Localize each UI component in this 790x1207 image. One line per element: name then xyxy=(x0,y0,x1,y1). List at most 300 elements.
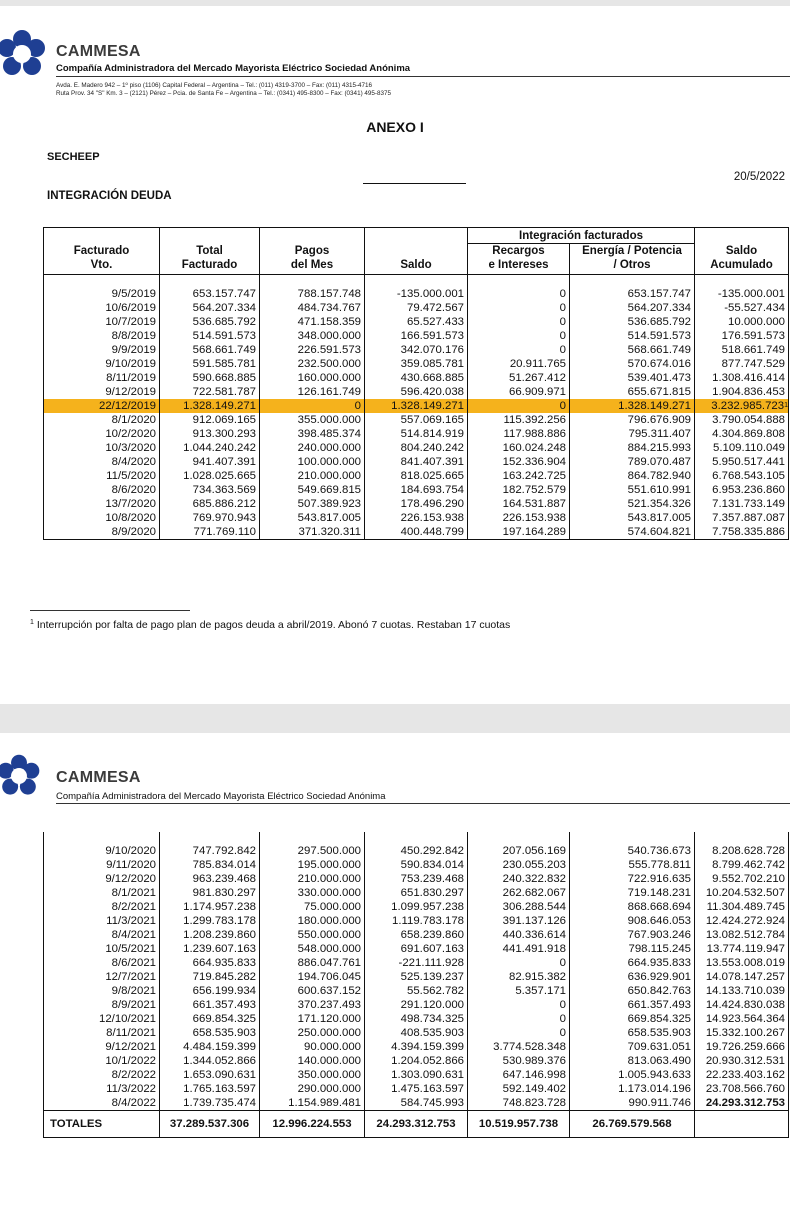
cell-energia: 564.207.334 xyxy=(570,301,695,315)
cell-total-facturado: 1.299.783.178 xyxy=(160,914,260,928)
cell-total-facturado: 1.765.163.597 xyxy=(160,1082,260,1096)
cell-pagos: 548.000.000 xyxy=(260,942,365,956)
cell-saldo-acumulado: 13.553.008.019 xyxy=(695,956,789,970)
cell-saldo: 226.153.938 xyxy=(365,511,468,525)
total-saldo-acumulado xyxy=(695,1111,789,1138)
cell-recargos: 647.146.998 xyxy=(468,1068,570,1082)
cell-total-facturado: 747.792.842 xyxy=(160,844,260,858)
cell-total-facturado: 669.854.325 xyxy=(160,1012,260,1026)
cell-pagos: 226.591.573 xyxy=(260,343,365,357)
cell-recargos: 230.055.203 xyxy=(468,858,570,872)
table-row xyxy=(44,357,789,371)
cell-energia: 574.604.821 xyxy=(570,525,695,540)
cell-pagos: 330.000.000 xyxy=(260,886,365,900)
cell-saldo: 557.069.165 xyxy=(365,413,468,427)
header-rule xyxy=(56,803,790,804)
cell-saldo: 841.407.391 xyxy=(365,455,468,469)
debt-table-page-2 xyxy=(43,832,789,1138)
cell-total-facturado: 963.239.468 xyxy=(160,872,260,886)
cell-energia: 653.157.747 xyxy=(570,287,695,301)
cell-energia: 798.115.245 xyxy=(570,942,695,956)
cell-recargos: 0 xyxy=(468,399,570,413)
cell-recargos: 530.989.376 xyxy=(468,1054,570,1068)
table-row xyxy=(44,928,789,942)
cell-energia: 540.736.673 xyxy=(570,844,695,858)
cell-energia: 568.661.749 xyxy=(570,343,695,357)
cell-saldo: 79.472.567 xyxy=(365,301,468,315)
total-facturado: 37.289.537.306 xyxy=(160,1111,260,1138)
cell-saldo-acumulado: -135.000.001 xyxy=(695,287,789,301)
cell-saldo-acumulado: 7.131.733.149 xyxy=(695,497,789,511)
cell-total-facturado: 1.044.240.242 xyxy=(160,441,260,455)
cell-pagos: 90.000.000 xyxy=(260,1040,365,1054)
cell-saldo-acumulado: 15.332.100.267 xyxy=(695,1026,789,1040)
cell-pagos: 140.000.000 xyxy=(260,1054,365,1068)
cell-pagos: 75.000.000 xyxy=(260,900,365,914)
cell-total-facturado: 1.208.239.860 xyxy=(160,928,260,942)
footnote-marker: 1 xyxy=(30,619,34,626)
cell-energia: 555.778.811 xyxy=(570,858,695,872)
cell-recargos: 20.911.765 xyxy=(468,357,570,371)
cell-total-facturado: 1.028.025.665 xyxy=(160,469,260,483)
cell-vencimiento: 10/6/2019 xyxy=(44,301,160,315)
cell-pagos: 1.154.989.481 xyxy=(260,1096,365,1111)
table-row xyxy=(44,886,789,900)
cell-vencimiento: 8/9/2021 xyxy=(44,998,160,1012)
spacer-cell xyxy=(365,832,468,844)
cell-saldo: 408.535.903 xyxy=(365,1026,468,1040)
cell-saldo-acumulado: 10.000.000 xyxy=(695,315,789,329)
cell-energia: 536.685.792 xyxy=(570,315,695,329)
total-energia: 26.769.579.568 xyxy=(570,1111,695,1138)
footnote xyxy=(30,619,510,631)
table-row xyxy=(44,858,789,872)
cell-saldo-acumulado: 24.293.312.753 xyxy=(695,1096,789,1111)
document-page-1 xyxy=(0,6,790,704)
cell-saldo: 55.562.782 xyxy=(365,984,468,998)
cell-saldo: 514.814.919 xyxy=(365,427,468,441)
section-title: INTEGRACIÓN DEUDA xyxy=(47,190,172,202)
cell-pagos: 290.000.000 xyxy=(260,1082,365,1096)
spacer-cell xyxy=(468,275,570,288)
cell-total-facturado: 722.581.787 xyxy=(160,385,260,399)
cell-total-facturado: 941.407.391 xyxy=(160,455,260,469)
cell-pagos: 194.706.045 xyxy=(260,970,365,984)
table-row xyxy=(44,511,789,525)
cell-pagos: 350.000.000 xyxy=(260,1068,365,1082)
cell-recargos: 748.823.728 xyxy=(468,1096,570,1111)
cell-vencimiento: 8/4/2020 xyxy=(44,455,160,469)
cell-vencimiento: 10/3/2020 xyxy=(44,441,160,455)
highlight-footnote-marker: 1 xyxy=(784,402,788,409)
cell-saldo: 590.834.014 xyxy=(365,858,468,872)
cell-energia: 543.817.005 xyxy=(570,511,695,525)
spacer-cell xyxy=(695,275,789,288)
cell-vencimiento: 11/3/2022 xyxy=(44,1082,160,1096)
cell-recargos: 5.357.171 xyxy=(468,984,570,998)
cell-saldo: 1.328.149.271 xyxy=(365,399,468,413)
header-total-facturado: Total Facturado xyxy=(160,228,260,275)
cell-total-facturado: 912.069.165 xyxy=(160,413,260,427)
footnote-text: Interrupción por falta de pago plan de pagos deuda a abril/2019. Abonó 7 cuotas. Restaban 17 cuotas xyxy=(36,619,511,631)
cell-saldo: 1.303.090.631 xyxy=(365,1068,468,1082)
total-pagos: 12.996.224.553 xyxy=(260,1111,365,1138)
cell-vencimiento: 10/8/2020 xyxy=(44,511,160,525)
cell-total-facturado: 1.344.052.866 xyxy=(160,1054,260,1068)
cell-total-facturado: 661.357.493 xyxy=(160,998,260,1012)
cell-vencimiento: 22/12/2019 xyxy=(44,399,160,413)
cell-recargos: 152.336.904 xyxy=(468,455,570,469)
spacer-cell xyxy=(44,275,160,288)
cell-energia: 658.535.903 xyxy=(570,1026,695,1040)
cell-recargos: 0 xyxy=(468,1012,570,1026)
cell-vencimiento: 9/8/2021 xyxy=(44,984,160,998)
cell-saldo: 166.591.573 xyxy=(365,329,468,343)
header-energia-potencia: Energía / Potencia / Otros xyxy=(570,244,695,275)
cell-saldo-acumulado: 14.133.710.039 xyxy=(695,984,789,998)
cell-vencimiento: 8/8/2019 xyxy=(44,329,160,343)
cell-pagos: 471.158.359 xyxy=(260,315,365,329)
cell-pagos: 507.389.923 xyxy=(260,497,365,511)
cell-pagos: 100.000.000 xyxy=(260,455,365,469)
cell-energia: 661.357.493 xyxy=(570,998,695,1012)
cell-vencimiento: 8/1/2020 xyxy=(44,413,160,427)
table-row xyxy=(44,914,789,928)
cell-saldo-acumulado: 14.078.147.257 xyxy=(695,970,789,984)
cell-recargos: 440.336.614 xyxy=(468,928,570,942)
cell-pagos: 195.000.000 xyxy=(260,858,365,872)
table-row xyxy=(44,441,789,455)
cell-pagos: 126.161.749 xyxy=(260,385,365,399)
cell-recargos: 441.491.918 xyxy=(468,942,570,956)
cell-saldo: 753.239.468 xyxy=(365,872,468,886)
cell-energia: 650.842.763 xyxy=(570,984,695,998)
cell-pagos: 549.669.815 xyxy=(260,483,365,497)
cell-saldo-acumulado: 1.308.416.414 xyxy=(695,371,789,385)
brand-name: CAMMESA xyxy=(56,769,141,786)
document-page-2 xyxy=(0,733,790,1207)
cell-total-facturado: 653.157.747 xyxy=(160,287,260,301)
cell-vencimiento: 8/6/2021 xyxy=(44,956,160,970)
cell-vencimiento: 9/9/2019 xyxy=(44,343,160,357)
cell-total-facturado: 1.739.735.474 xyxy=(160,1096,260,1111)
cell-saldo-acumulado: 19.726.259.666 xyxy=(695,1040,789,1054)
cell-recargos: 182.752.579 xyxy=(468,483,570,497)
table-row xyxy=(44,329,789,343)
cammesa-logo-icon xyxy=(0,753,42,799)
cell-energia: 669.854.325 xyxy=(570,1012,695,1026)
cell-saldo-acumulado: 13.774.119.947 xyxy=(695,942,789,956)
cell-recargos: 391.137.126 xyxy=(468,914,570,928)
cell-saldo: 1.475.163.597 xyxy=(365,1082,468,1096)
cell-saldo-acumulado: 13.082.512.784 xyxy=(695,928,789,942)
cell-saldo-acumulado: 5.109.110.049 xyxy=(695,441,789,455)
cell-energia: 719.148.231 xyxy=(570,886,695,900)
table-row xyxy=(44,455,789,469)
cell-saldo: 4.394.159.399 xyxy=(365,1040,468,1054)
cell-saldo-acumulado: 6.953.236.860 xyxy=(695,483,789,497)
cell-total-facturado: 981.830.297 xyxy=(160,886,260,900)
signature-line xyxy=(363,183,466,184)
cell-saldo: 596.420.038 xyxy=(365,385,468,399)
table-row xyxy=(44,497,789,511)
cell-vencimiento: 9/12/2019 xyxy=(44,385,160,399)
cell-pagos: 0 xyxy=(260,399,365,413)
cell-total-facturado: 564.207.334 xyxy=(160,301,260,315)
cell-saldo-acumulado: 6.768.543.105 xyxy=(695,469,789,483)
cell-energia: 655.671.815 xyxy=(570,385,695,399)
cell-saldo: 342.070.176 xyxy=(365,343,468,357)
table-row xyxy=(44,942,789,956)
spacer-cell xyxy=(160,275,260,288)
cell-energia: 521.354.326 xyxy=(570,497,695,511)
totals-row xyxy=(44,1111,789,1138)
spacer-cell xyxy=(695,832,789,844)
cell-pagos: 886.047.761 xyxy=(260,956,365,970)
cell-saldo-acumulado: 176.591.573 xyxy=(695,329,789,343)
cell-saldo: 818.025.665 xyxy=(365,469,468,483)
cell-pagos: 543.817.005 xyxy=(260,511,365,525)
cell-total-facturado: 1.328.149.271 xyxy=(160,399,260,413)
cell-energia: 908.646.053 xyxy=(570,914,695,928)
header-rule xyxy=(56,76,790,77)
cell-saldo: 430.668.885 xyxy=(365,371,468,385)
table-row xyxy=(44,483,789,497)
cell-vencimiento: 10/1/2022 xyxy=(44,1054,160,1068)
cell-recargos: 262.682.067 xyxy=(468,886,570,900)
cell-vencimiento: 11/5/2020 xyxy=(44,469,160,483)
cell-energia: 884.215.993 xyxy=(570,441,695,455)
cell-pagos: 210.000.000 xyxy=(260,872,365,886)
cell-saldo-acumulado: 3.790.054.888 xyxy=(695,413,789,427)
cell-total-facturado: 913.300.293 xyxy=(160,427,260,441)
header-integracion-facturados: Integración facturados xyxy=(468,228,695,244)
table-row xyxy=(44,399,789,413)
cell-saldo: -135.000.001 xyxy=(365,287,468,301)
table-row xyxy=(44,315,789,329)
cell-total-facturado: 590.668.885 xyxy=(160,371,260,385)
cell-saldo-acumulado: 9.552.702.210 xyxy=(695,872,789,886)
cell-vencimiento: 9/10/2020 xyxy=(44,844,160,858)
cell-total-facturado: 769.970.943 xyxy=(160,511,260,525)
cell-recargos: 0 xyxy=(468,287,570,301)
cell-saldo: 1.204.052.866 xyxy=(365,1054,468,1068)
cell-saldo: 651.830.297 xyxy=(365,886,468,900)
cell-recargos: 197.164.289 xyxy=(468,525,570,540)
spacer-cell xyxy=(570,832,695,844)
cell-saldo-acumulado: 8.799.462.742 xyxy=(695,858,789,872)
table-row xyxy=(44,469,789,483)
cell-saldo-acumulado: 8.208.628.728 xyxy=(695,844,789,858)
cell-saldo: 450.292.842 xyxy=(365,844,468,858)
cell-saldo-acumulado: 22.233.403.162 xyxy=(695,1068,789,1082)
cell-pagos: 788.157.748 xyxy=(260,287,365,301)
cell-vencimiento: 8/6/2020 xyxy=(44,483,160,497)
cell-energia: 789.070.487 xyxy=(570,455,695,469)
cell-energia: 551.610.991 xyxy=(570,483,695,497)
cell-recargos: 0 xyxy=(468,343,570,357)
cell-saldo-acumulado xyxy=(695,399,789,413)
footnote-rule xyxy=(30,610,190,611)
table-row xyxy=(44,1026,789,1040)
cell-recargos: 117.988.886 xyxy=(468,427,570,441)
cell-pagos: 355.000.000 xyxy=(260,413,365,427)
cell-vencimiento: 8/4/2022 xyxy=(44,1096,160,1111)
cell-vencimiento: 9/12/2020 xyxy=(44,872,160,886)
cell-energia: 636.929.901 xyxy=(570,970,695,984)
table-row xyxy=(44,1040,789,1054)
cell-energia: 514.591.573 xyxy=(570,329,695,343)
cell-total-facturado: 664.935.833 xyxy=(160,956,260,970)
cell-pagos: 160.000.000 xyxy=(260,371,365,385)
cell-vencimiento: 12/7/2021 xyxy=(44,970,160,984)
cell-saldo: 691.607.163 xyxy=(365,942,468,956)
cell-energia: 813.063.490 xyxy=(570,1054,695,1068)
cell-recargos: 240.322.832 xyxy=(468,872,570,886)
cell-saldo-acumulado: 7.758.335.886 xyxy=(695,525,789,540)
address-line-1: Avda. E. Madero 942 – 1º piso (1106) Capital Federal – Argentina – Tel.: (011) 4319-3700 – Fax: (011) 4315-4716 xyxy=(56,82,373,89)
cell-recargos: 0 xyxy=(468,301,570,315)
table-row xyxy=(44,1096,789,1111)
cell-recargos: 207.056.169 xyxy=(468,844,570,858)
totals-label: TOTALES xyxy=(44,1111,160,1138)
cell-vencimiento: 10/5/2021 xyxy=(44,942,160,956)
header-facturado: Facturado Vto. xyxy=(44,228,160,275)
cell-pagos: 600.637.152 xyxy=(260,984,365,998)
cell-energia: 722.916.635 xyxy=(570,872,695,886)
cell-pagos: 180.000.000 xyxy=(260,914,365,928)
cell-saldo-acumulado: 518.661.749 xyxy=(695,343,789,357)
cell-pagos: 250.000.000 xyxy=(260,1026,365,1040)
spacer-cell xyxy=(160,832,260,844)
table-row xyxy=(44,1068,789,1082)
cell-pagos: 171.120.000 xyxy=(260,1012,365,1026)
cell-pagos: 240.000.000 xyxy=(260,441,365,455)
cell-pagos: 348.000.000 xyxy=(260,329,365,343)
cell-saldo-acumulado: 1.904.836.453 xyxy=(695,385,789,399)
cell-saldo-acumulado: 4.304.869.808 xyxy=(695,427,789,441)
table-row xyxy=(44,525,789,540)
cammesa-logo-icon xyxy=(0,28,48,80)
cell-vencimiento: 8/2/2021 xyxy=(44,900,160,914)
document-title: ANEXO I xyxy=(366,119,424,135)
cell-recargos: 82.915.382 xyxy=(468,970,570,984)
cell-vencimiento: 12/10/2021 xyxy=(44,1012,160,1026)
cell-total-facturado: 1.239.607.163 xyxy=(160,942,260,956)
spacer-cell xyxy=(44,832,160,844)
header-saldo: Saldo xyxy=(365,228,468,275)
cell-recargos: 160.024.248 xyxy=(468,441,570,455)
cell-vencimiento: 8/9/2020 xyxy=(44,525,160,540)
cell-recargos: 226.153.938 xyxy=(468,511,570,525)
cell-total-facturado: 1.653.090.631 xyxy=(160,1068,260,1082)
cell-vencimiento: 13/7/2020 xyxy=(44,497,160,511)
brand-name: CAMMESA xyxy=(56,43,141,60)
cell-saldo: 178.496.290 xyxy=(365,497,468,511)
document-date: 20/5/2022 xyxy=(733,171,785,183)
table-row xyxy=(44,371,789,385)
cell-energia: 539.401.473 xyxy=(570,371,695,385)
table-row xyxy=(44,301,789,315)
company-name: Compañía Administradora del Mercado Mayorista Eléctrico Sociedad Anónima xyxy=(56,791,386,802)
cell-saldo: 291.120.000 xyxy=(365,998,468,1012)
cell-saldo-acumulado: 14.424.830.038 xyxy=(695,998,789,1012)
cell-pagos: 232.500.000 xyxy=(260,357,365,371)
cell-saldo-acumulado: 11.304.489.745 xyxy=(695,900,789,914)
cell-vencimiento: 9/5/2019 xyxy=(44,287,160,301)
header-pagos-del-mes: Pagos del Mes xyxy=(260,228,365,275)
spacer-row xyxy=(44,275,789,288)
cell-energia: 570.674.016 xyxy=(570,357,695,371)
table-row xyxy=(44,844,789,858)
cell-saldo-acumulado: 7.357.887.087 xyxy=(695,511,789,525)
cell-recargos: 163.242.725 xyxy=(468,469,570,483)
cell-total-facturado: 591.585.781 xyxy=(160,357,260,371)
cell-pagos: 398.485.374 xyxy=(260,427,365,441)
cell-pagos: 371.320.311 xyxy=(260,525,365,540)
cell-energia: 868.668.694 xyxy=(570,900,695,914)
cell-energia: 1.005.943.633 xyxy=(570,1068,695,1082)
cell-total-facturado: 514.591.573 xyxy=(160,329,260,343)
cell-saldo: 584.745.993 xyxy=(365,1096,468,1111)
cell-vencimiento: 8/11/2019 xyxy=(44,371,160,385)
cell-total-facturado: 734.363.569 xyxy=(160,483,260,497)
cell-vencimiento: 8/1/2021 xyxy=(44,886,160,900)
cell-saldo: 400.448.799 xyxy=(365,525,468,540)
cell-recargos: 592.149.402 xyxy=(468,1082,570,1096)
cell-recargos: 51.267.412 xyxy=(468,371,570,385)
table-row xyxy=(44,287,789,301)
cell-total-facturado: 785.834.014 xyxy=(160,858,260,872)
cell-pagos: 210.000.000 xyxy=(260,469,365,483)
spacer-cell xyxy=(468,832,570,844)
table-row xyxy=(44,1012,789,1026)
cell-total-facturado: 685.886.212 xyxy=(160,497,260,511)
cell-recargos: 306.288.544 xyxy=(468,900,570,914)
cell-saldo-acumulado: 10.204.532.507 xyxy=(695,886,789,900)
address-line-2: Ruta Prov. 34 "S" Km. 3 – (2121) Pérez – Pcia. de Santa Fe – Argentina – Tel.: (0341) 495-8300 – Fax: (0341) 495-8375 xyxy=(56,90,392,97)
total-recargos: 10.519.957.738 xyxy=(468,1111,570,1138)
cell-saldo: 1.119.783.178 xyxy=(365,914,468,928)
cell-saldo: 1.099.957.238 xyxy=(365,900,468,914)
total-saldo: 24.293.312.753 xyxy=(365,1111,468,1138)
table-row xyxy=(44,956,789,970)
cell-total-facturado: 658.535.903 xyxy=(160,1026,260,1040)
cell-energia: 709.631.051 xyxy=(570,1040,695,1054)
company-name: Compañía Administradora del Mercado Mayorista Eléctrico Sociedad Anónima xyxy=(56,63,411,74)
cell-vencimiento: 10/2/2020 xyxy=(44,427,160,441)
table-row xyxy=(44,998,789,1012)
cell-vencimiento: 8/11/2021 xyxy=(44,1026,160,1040)
cell-energia: 796.676.909 xyxy=(570,413,695,427)
table-row xyxy=(44,343,789,357)
cell-saldo-acumulado: 14.923.564.364 xyxy=(695,1012,789,1026)
table-row xyxy=(44,1054,789,1068)
cell-total-facturado: 719.845.282 xyxy=(160,970,260,984)
cell-saldo-acumulado: 23.708.566.760 xyxy=(695,1082,789,1096)
table-body-page-2 xyxy=(44,832,789,1111)
cell-recargos: 164.531.887 xyxy=(468,497,570,511)
cell-saldo: 498.734.325 xyxy=(365,1012,468,1026)
cell-saldo-acumulado: 5.950.517.441 xyxy=(695,455,789,469)
cell-vencimiento: 9/11/2020 xyxy=(44,858,160,872)
cell-vencimiento: 8/4/2021 xyxy=(44,928,160,942)
spacer-cell xyxy=(260,275,365,288)
cell-saldo-acumulado: -55.527.434 xyxy=(695,301,789,315)
cell-total-facturado: 1.174.957.238 xyxy=(160,900,260,914)
cell-saldo-acumulado: 877.747.529 xyxy=(695,357,789,371)
table-row xyxy=(44,872,789,886)
